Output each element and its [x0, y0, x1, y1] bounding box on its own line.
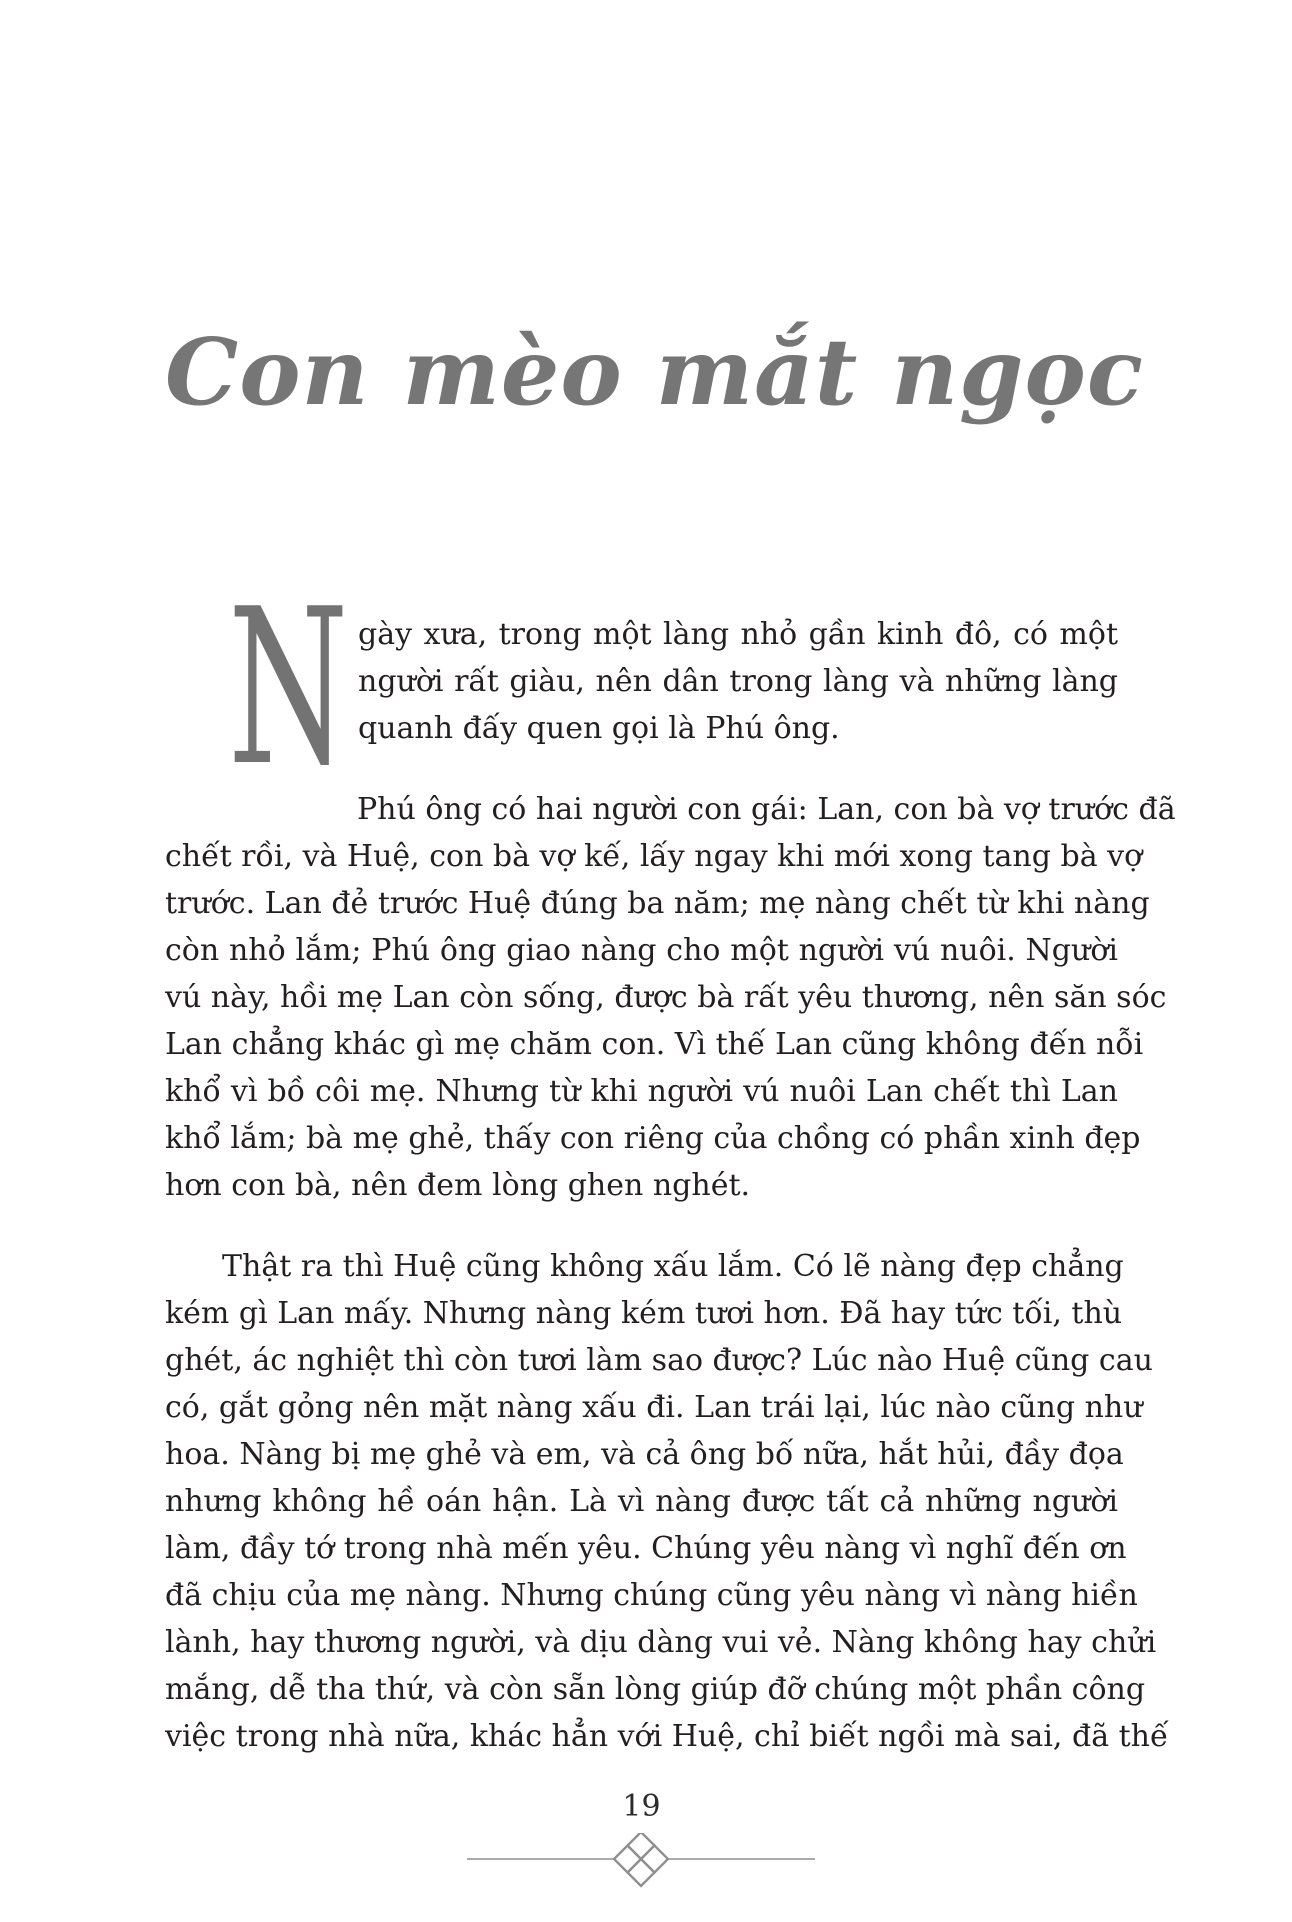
text-line: lành, hay thương người, và dịu dàng vui vẻ. Nàng không hay chửi — [165, 1625, 1157, 1660]
text-line: Lan chẳng khác gì mẹ chăm con. Vì thế Lan cũng không đến nỗi — [165, 1027, 1144, 1062]
text-line: Phú ông có hai người con gái: Lan, con bà vợ trước đã — [357, 792, 1176, 827]
chapter-title: Con mèo mắt ngọc — [165, 318, 1144, 426]
text-line: khổ vì bồ côi mẹ. Nhưng từ khi người vú nuôi Lan chết thì Lan — [165, 1074, 1118, 1109]
text-line: người rất giàu, nên dân trong làng và những làng — [358, 664, 1118, 699]
paragraph — [165, 1243, 1169, 1760]
text-line: ghét, ác nghiệt thì còn tươi làm sao được? Lúc nào Huệ cũng cau — [165, 1343, 1153, 1378]
text-line: nhưng không hề oán hận. Là vì nàng được tất cả những người — [165, 1484, 1118, 1519]
text-line: vú này, hồi mẹ Lan còn sống, được bà rất yêu thương, nên săn sóc — [165, 980, 1167, 1015]
paragraph — [358, 611, 1118, 752]
text-line: đã chịu của mẹ nàng. Nhưng chúng cũng yêu nàng vì nàng hiền — [165, 1578, 1138, 1613]
text-line: chết rồi, và Huệ, con bà vợ kế, lấy ngay khi mới xong tang bà vợ — [165, 839, 1143, 874]
footer-divider-ornament — [467, 1833, 815, 1889]
body-text — [165, 611, 1176, 1760]
text-line: mắng, dễ tha thứ, và còn sẵn lòng giúp đỡ chúng một phần công — [165, 1672, 1146, 1707]
text-line: trước. Lan đẻ trước Huệ đúng ba năm; mẹ nàng chết từ khi nàng — [165, 886, 1150, 921]
text-line: còn nhỏ lắm; Phú ông giao nàng cho một người vú nuôi. Người — [165, 933, 1118, 968]
text-line: kém gì Lan mấy. Nhưng nàng kém tươi hơn. Đã hay tức tối, thù — [165, 1296, 1123, 1331]
drop-cap-initial: N — [228, 562, 349, 813]
page-number: 19 — [622, 1789, 661, 1824]
text-line: quanh đấy quen gọi là Phú ông. — [358, 711, 840, 746]
text-line: Thật ra thì Huệ cũng không xấu lắm. Có lẽ nàng đẹp chẳng — [222, 1249, 1124, 1284]
text-line: hơn con bà, nên đem lòng ghen nghét. — [165, 1168, 751, 1203]
diamond-cluster-icon — [614, 1833, 668, 1886]
paragraph — [165, 786, 1176, 1209]
text-line: hoa. Nàng bị mẹ ghẻ và em, và cả ông bố nữa, hắt hủi, đầy đọa — [165, 1437, 1124, 1472]
text-line: có, gắt gỏng nên mặt nàng xấu đi. Lan trái lại, lúc nào cũng như — [165, 1390, 1143, 1425]
text-line: gày xưa, trong một làng nhỏ gần kinh đô, có một — [358, 617, 1118, 652]
text-line: làm, đầy tớ trong nhà mến yêu. Chúng yêu nàng vì nghĩ đến ơn — [165, 1531, 1127, 1566]
text-line: khổ lắm; bà mẹ ghẻ, thấy con riêng của chồng có phần xinh đẹp — [165, 1121, 1141, 1156]
text-line: việc trong nhà nữa, khác hẳn với Huệ, chỉ biết ngồi mà sai, đã thế — [165, 1719, 1169, 1754]
